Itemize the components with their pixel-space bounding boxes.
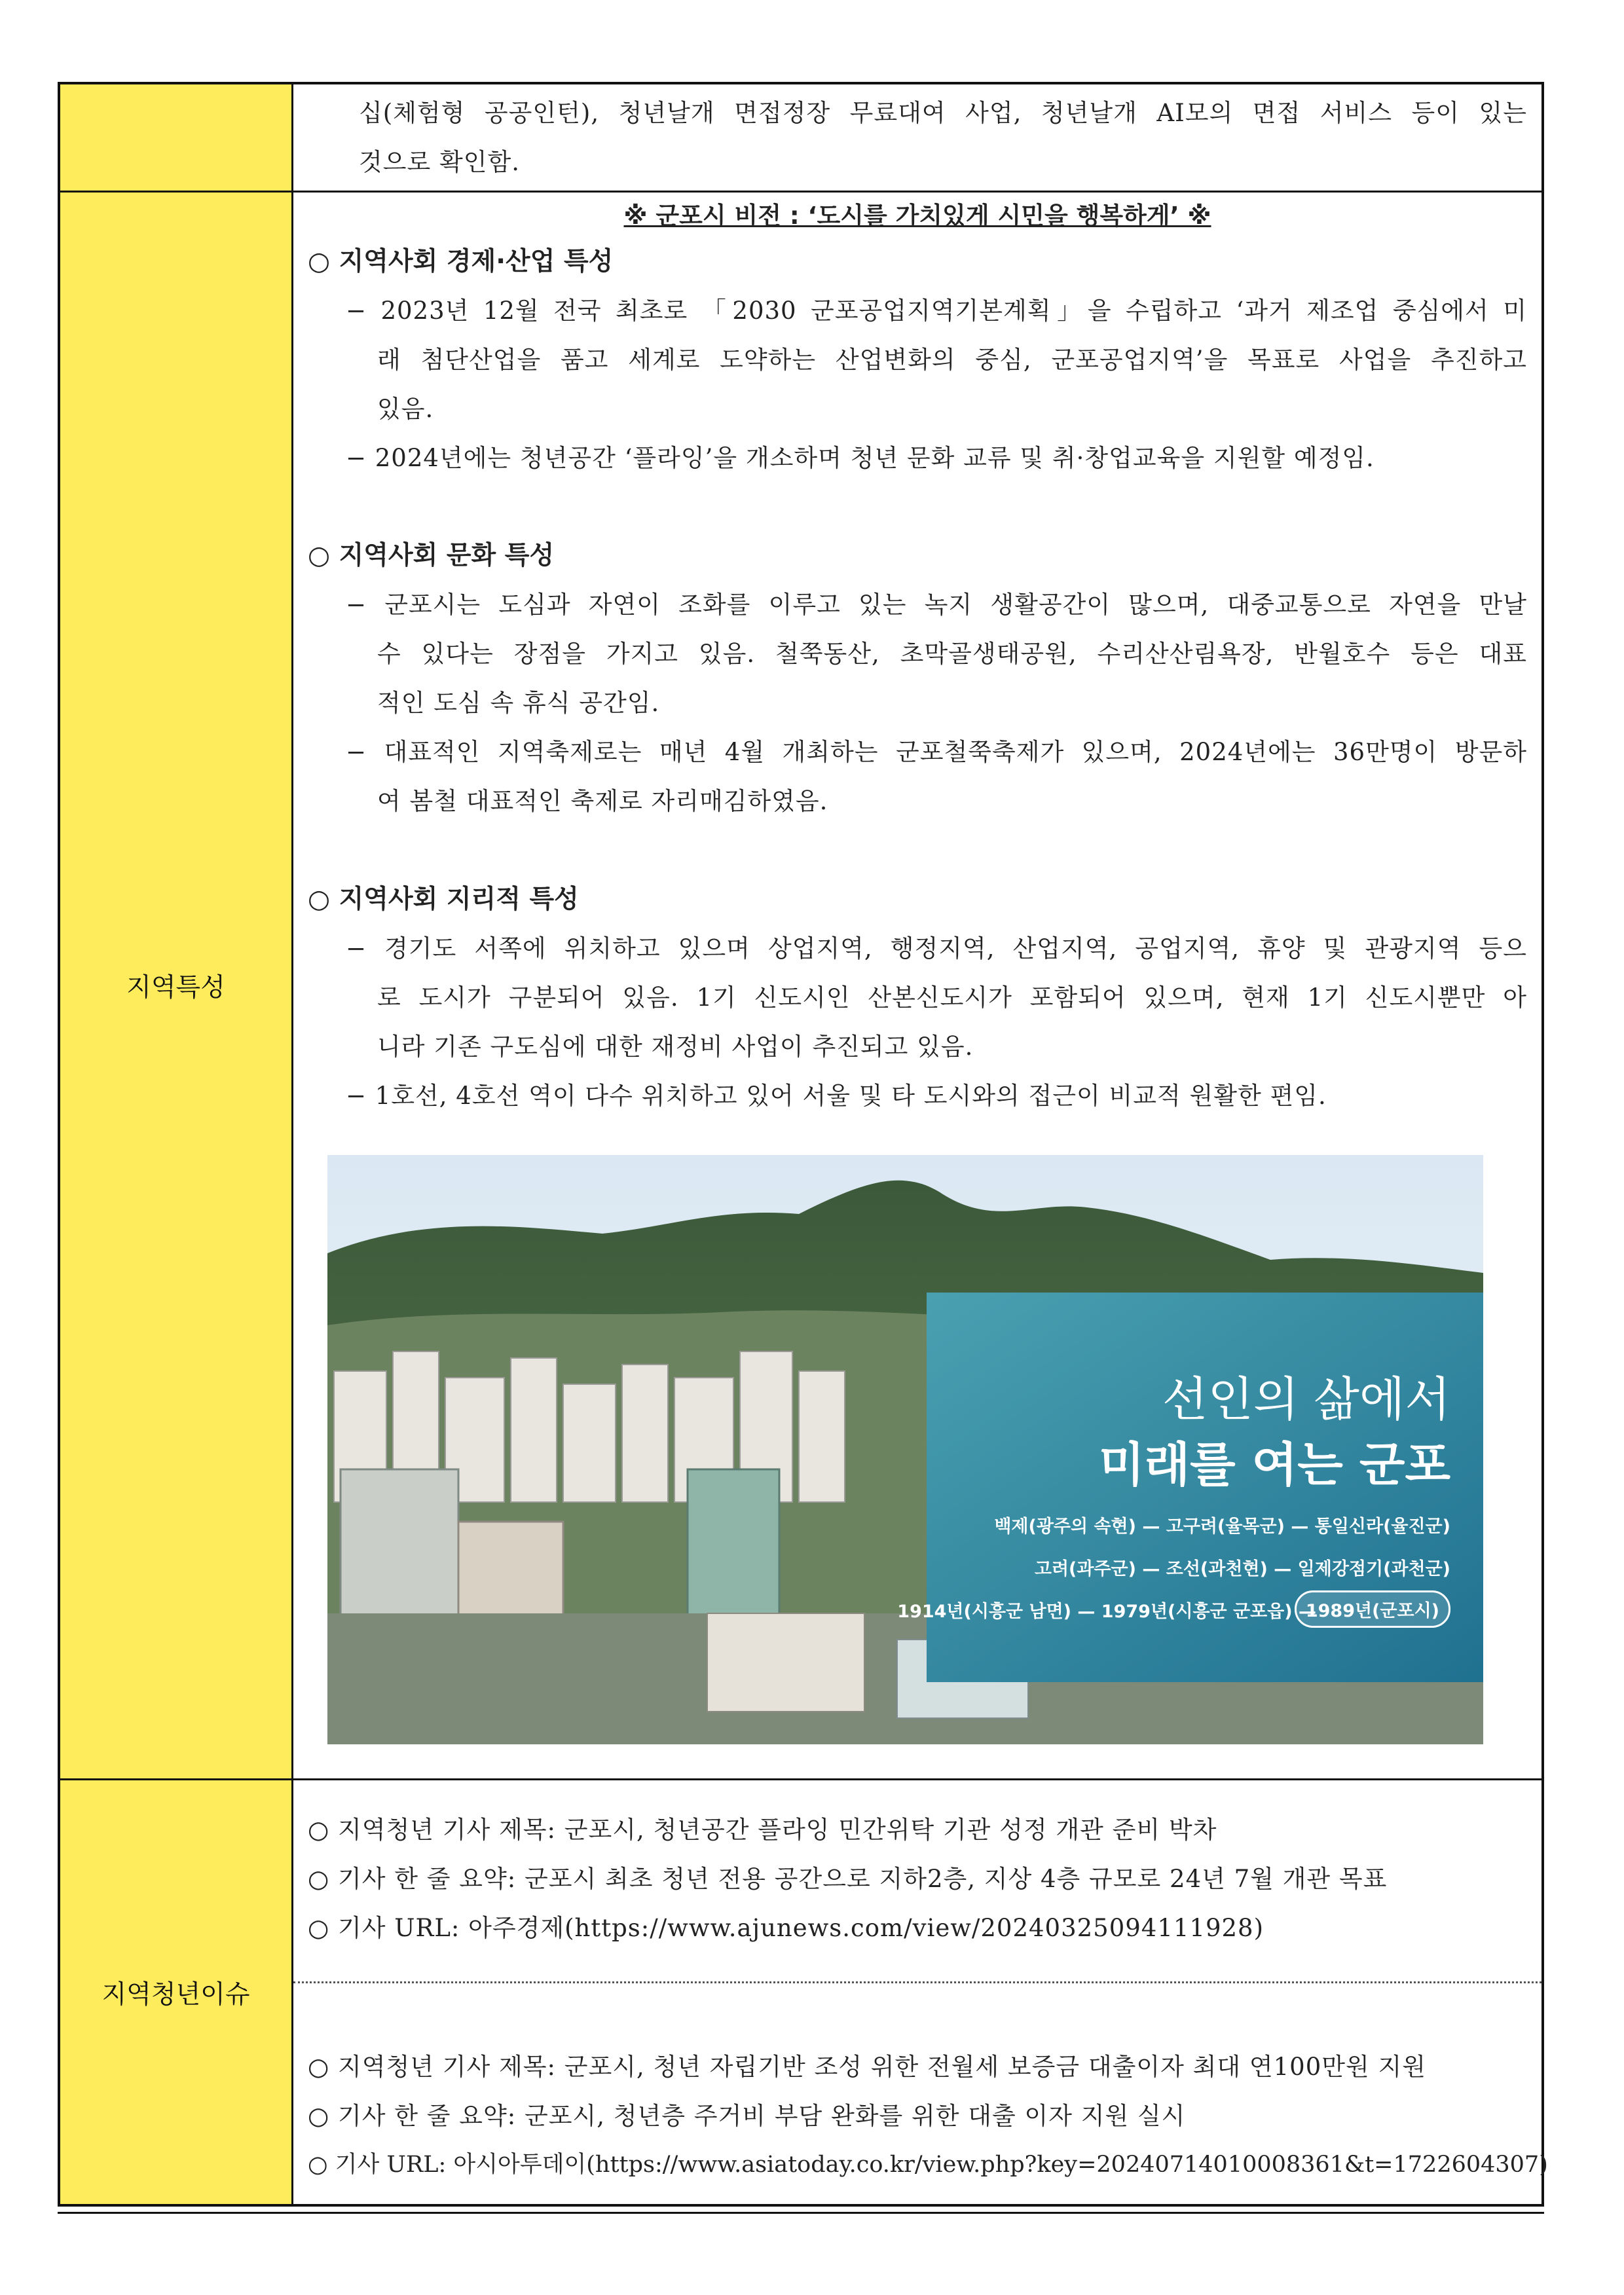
- poster-history-3: 1914년(시흥군 남면) — 1979년(시흥군 군포읍) —: [897, 1602, 1316, 1622]
- row1-label-cell: [60, 84, 293, 193]
- geography-bullet-2-line-1: − 1호선, 4호선 역이 다수 위치하고 있어 서울 및 타 도시와의 접근이 비교적 원활한 편임.: [346, 1082, 1327, 1110]
- economy-bullet-2-line-1: − 2024년에는 청년공간 ‘플라잉’을 개소하며 청년 문화 교류 및 취·창업교육을 지원할 예정임.: [346, 444, 1375, 472]
- article2-title: ○ 지역청년 기사 제목: 군포시, 청년 자립기반 조성 위한 전월세 보증금 대출이자 최대 연100만원 지원: [308, 2053, 1426, 2081]
- youth-issues-label: 지역청년이슈: [60, 1780, 293, 2204]
- poster-history-1: 백제(광주의 속현) — 고구려(율목군) — 통일신라(율진군): [994, 1516, 1450, 1537]
- region-characteristics-content: [293, 193, 1541, 1780]
- culture-bullet-1-line-3: 적인 도심 속 휴식 공간임.: [377, 689, 660, 717]
- row1-line-1: 십(체험형 공공인턴), 청년날개 면접정장 무료대여 사업, 청년날개 AI모의 면접 서비스 등이 있는: [359, 99, 1527, 127]
- economy-bullet-1-line-1: − 2023년 12월 전국 최초로 「2030 군포공업지역기본계획」을 수립하고 ‘과거 제조업 중심에서 미: [346, 297, 1527, 325]
- geography-bullet-1-line-3: 니라 기존 구도심에 대한 재정비 사업이 추진되고 있음.: [377, 1033, 974, 1061]
- document-table: [58, 82, 1548, 2207]
- geography-section-title: ○ 지역사회 지리적 특성: [308, 885, 579, 914]
- culture-bullet-1-line-2: 수 있다는 장점을 가지고 있음. 철쭉동산, 초막골생태공원, 수리산산림욕장, 반월호수 등은 대표: [377, 640, 1527, 668]
- article2-url[interactable]: ○ 기사 URL: 아시아투데이(https://www.asiatoday.co.kr/view.php?key=20240714010008361&t=1722604307): [308, 2152, 1548, 2178]
- poster-badge-1989: 1989년(군포시): [1295, 1590, 1450, 1628]
- article2-summary: ○ 기사 한 줄 요약: 군포시, 청년층 주거비 부담 완화를 위한 대출 이자 지원 실시: [308, 2102, 1186, 2130]
- article1-title: ○ 지역청년 기사 제목: 군포시, 청년공간 플라잉 민간위탁 기관 성정 개관 준비 박차: [308, 1816, 1217, 1844]
- articles-separator: [293, 1981, 1541, 1983]
- economy-bullet-1-line-2: 래 첨단산업을 품고 세계로 도약하는 산업변화의 중심, 군포공업지역’을 목표로 사업을 추진하고: [377, 346, 1527, 374]
- economy-section-title: ○ 지역사회 경제·산업 특성: [308, 247, 614, 276]
- culture-bullet-1-line-1: − 군포시는 도심과 자연이 조화를 이루고 있는 녹지 생활공간이 많으며, 대중교통으로 자연을 만날: [346, 591, 1527, 619]
- economy-bullet-1-line-3: 있음.: [377, 395, 434, 423]
- article1-url[interactable]: ○ 기사 URL: 아주경제(https://www.ajunews.com/view/20240325094111928): [308, 1914, 1264, 1942]
- poster-line-1: 선인의 삶에서: [1162, 1372, 1450, 1427]
- gunpo-city-photo: [327, 1155, 1483, 1744]
- culture-bullet-2-line-2: 여 봄철 대표적인 축제로 자리매김하였음.: [377, 787, 828, 815]
- culture-bullet-2-line-1: − 대표적인 지역축제로는 매년 4월 개최하는 군포철쭉축제가 있으며, 2024년에는 36만명이 방문하: [346, 738, 1527, 766]
- region-characteristics-label: 지역특성: [60, 193, 293, 1780]
- poster-history-2: 고려(과주군) — 조선(과천현) — 일제강점기(과천군): [1034, 1559, 1450, 1579]
- vision-heading: ※ 군포시 비전 : ‘도시를 가치있게 시민을 행복하게’ ※: [623, 202, 1211, 230]
- row1-content-cell: [293, 84, 1541, 193]
- history-poster-panel: [897, 1293, 1483, 1682]
- page-bottom-rule: [58, 2212, 1544, 2214]
- poster-line-2: 미래를 여는 군포: [1099, 1437, 1450, 1492]
- article1-summary: ○ 기사 한 줄 요약: 군포시 최초 청년 전용 공간으로 지하2층, 지상 4층 규모로 24년 7월 개관 목표: [308, 1865, 1388, 1893]
- youth-issues-content: [293, 1780, 1548, 2204]
- geography-bullet-1-line-2: 로 도시가 구분되어 있음. 1기 신도시인 산본신도시가 포함되어 있으며, 현재 1기 신도시뿐만 아: [377, 983, 1527, 1012]
- geography-bullet-1-line-1: − 경기도 서쪽에 위치하고 있으며 상업지역, 행정지역, 산업지역, 공업지역, 휴양 및 관광지역 등으: [346, 934, 1527, 963]
- row1-line-2: 것으로 확인함.: [359, 148, 520, 176]
- culture-section-title: ○ 지역사회 문화 특성: [308, 541, 555, 570]
